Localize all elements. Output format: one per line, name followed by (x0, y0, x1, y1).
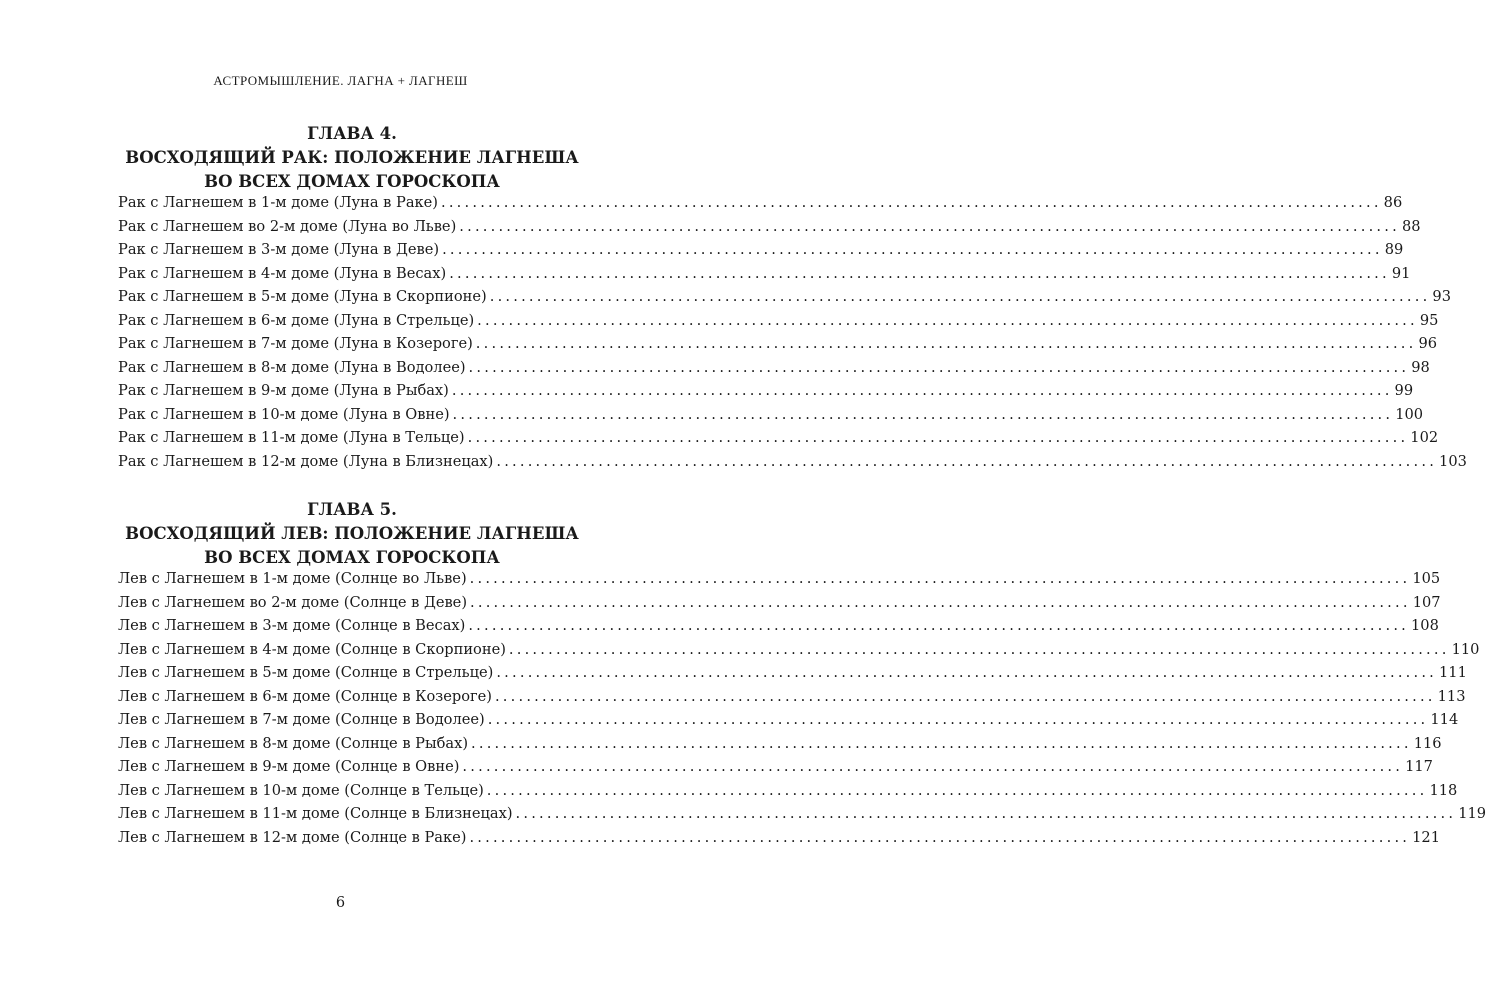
toc-entry[interactable] (118, 593, 1441, 618)
toc-entry[interactable] (118, 687, 1466, 712)
toc-entry-title: Рак с Лагнешем в 12-м доме (Луна в Близнецах) (118, 452, 494, 470)
toc-entry[interactable] (118, 805, 1486, 829)
dot-leader: ........................................................................................................................ (449, 264, 1390, 282)
chapter-5-section (118, 498, 1486, 852)
toc-entry[interactable] (118, 264, 1411, 289)
toc-entry-page: 102 (1410, 429, 1439, 446)
toc-entry-title: Рак с Лагнешем в 9-м доме (Луна в Рыбах) (118, 382, 449, 399)
toc-entry[interactable] (118, 758, 1433, 782)
dot-leader: ........................................................................................................................ (486, 781, 1428, 799)
toc-entry-title: Лев с Лагнешем в 4-м доме (Солнце в Скорпионе) (118, 640, 506, 658)
toc-entry-page: 107 (1412, 593, 1441, 611)
toc-entry-page: 93 (1432, 288, 1451, 305)
dot-leader: ........................................................................................................................ (471, 734, 1412, 752)
running-head: АСТРОМЫШЛЕНИЕ. ЛАГНА + ЛАГНЕШ (213, 73, 468, 88)
toc-entry-page: 117 (1405, 758, 1433, 775)
toc-entry-title: Лев с Лагнешем в 9-м доме (Солнце в Овне) (118, 758, 460, 775)
chapter-heading (118, 498, 586, 570)
chapter-number: ГЛАВА 5. (307, 500, 397, 519)
toc-entry-title: Лев с Лагнешем во 2-м доме (Солнце в Деве) (118, 593, 468, 611)
toc-entry-page: 114 (1430, 711, 1459, 728)
toc-entry[interactable] (118, 452, 1467, 477)
toc-entry-title: Рак с Лагнешем в 3-м доме (Луна в Деве) (118, 241, 440, 258)
toc-entry-title: Лев с Лагнешем в 6-м доме (Солнце в Козероге) (118, 687, 492, 705)
toc-entry[interactable] (118, 711, 1459, 735)
toc-entry-page: 99 (1394, 382, 1414, 399)
toc-entry[interactable] (118, 194, 1403, 218)
chapter-4-section (118, 122, 1467, 476)
toc-entry-page: 113 (1437, 687, 1466, 705)
toc-entry-page: 119 (1458, 805, 1486, 822)
toc-entry[interactable] (118, 335, 1438, 359)
toc-entry[interactable] (118, 429, 1439, 453)
toc-entry-title: Рак с Лагнешем в 4-м доме (Луна в Весах) (118, 264, 447, 282)
dot-leader: ........................................................................................................................ (487, 711, 1429, 728)
toc-entry-page: 105 (1412, 570, 1441, 587)
toc-entry[interactable] (118, 570, 1441, 594)
toc-entry-title: Лев с Лагнешем в 5-м доме (Солнце в Стрельце) (118, 664, 494, 681)
toc-entry-title: Рак с Лагнешем в 11-м доме (Луна в Тельце) (118, 429, 465, 446)
dot-leader: ........................................................................................................................ (496, 452, 1438, 470)
toc-entry-page: 95 (1419, 311, 1439, 329)
toc-entry-page: 89 (1384, 241, 1404, 258)
chapter-title-line-1: ВОСХОДЯЩИЙ РАК: ПОЛОЖЕНИЕ ЛАГНЕША (125, 148, 579, 167)
dot-leader: ........................................................................................................................ (469, 570, 1411, 587)
dot-leader: ........................................................................................................................ (468, 358, 1410, 376)
dot-leader: ........................................................................................................................ (467, 429, 1409, 446)
dot-leader: ........................................................................................................................ (442, 241, 1383, 258)
toc-entry[interactable] (118, 734, 1442, 759)
toc-entry-page: 116 (1413, 734, 1442, 752)
toc-entry-title: Лев с Лагнешем в 3-м доме (Солнце в Весах) (118, 617, 466, 634)
chapter-title-line-1: ВОСХОДЯЩИЙ ЛЕВ: ПОЛОЖЕНИЕ ЛАГНЕША (125, 524, 579, 543)
toc-entry-page: 121 (1412, 828, 1440, 846)
toc-entry-page: 111 (1439, 664, 1467, 681)
toc-entry[interactable] (118, 781, 1458, 806)
dot-leader: ........................................................................................................................ (462, 758, 1404, 775)
toc-entry-title: Лев с Лагнешем в 1-м доме (Солнце во Льве) (118, 570, 467, 587)
dot-leader: ........................................................................................................................ (470, 593, 1411, 611)
toc-entry[interactable] (118, 617, 1439, 641)
chapter-title-line-2: ВО ВСЕХ ДОМАХ ГОРОСКОПА (204, 548, 500, 567)
toc-entry-page: 98 (1411, 358, 1430, 376)
toc-list (118, 570, 1486, 852)
dot-leader: ........................................................................................................................ (477, 311, 1418, 329)
dot-leader: ........................................................................................................................ (469, 828, 1411, 846)
toc-entry-title: Рак с Лагнешем в 8-м доме (Луна в Водолее) (118, 358, 466, 376)
toc-entry[interactable] (118, 358, 1430, 383)
toc-entry-title: Рак с Лагнешем в 1-м доме (Луна в Раке) (118, 194, 438, 211)
toc-entry-page: 96 (1418, 335, 1438, 352)
toc-entry-page: 110 (1451, 640, 1480, 658)
dot-leader: ........................................................................................................................ (508, 640, 1450, 658)
toc-entry-title: Лев с Лагнешем в 11-м доме (Солнце в Близнецах) (118, 805, 513, 822)
toc-entry-title: Рак с Лагнешем в 5-м доме (Луна в Скорпионе) (118, 288, 487, 305)
toc-entry[interactable] (118, 405, 1424, 430)
chapter-number: ГЛАВА 4. (307, 124, 397, 143)
toc-entry-title: Лев с Лагнешем в 12-м доме (Солнце в Раке) (118, 828, 467, 846)
chapter-title-line-2: ВО ВСЕХ ДОМАХ ГОРОСКОПА (204, 172, 500, 191)
toc-entry[interactable] (118, 288, 1451, 312)
dot-leader: ........................................................................................................................ (452, 405, 1394, 423)
toc-entry[interactable] (118, 241, 1404, 265)
dot-leader: ........................................................................................................................ (451, 382, 1393, 399)
dot-leader: ........................................................................................................................ (468, 617, 1410, 634)
dot-leader: ........................................................................................................................ (494, 687, 1436, 705)
toc-entry-title: Лев с Лагнешем в 7-м доме (Солнце в Водолее) (118, 711, 485, 728)
page-number: 6 (335, 895, 346, 911)
toc-entry[interactable] (118, 382, 1414, 406)
dot-leader: ........................................................................................................................ (515, 805, 1457, 822)
toc-entry[interactable] (118, 664, 1467, 688)
chapter-heading (118, 122, 586, 194)
toc-entry-page: 91 (1391, 264, 1411, 282)
toc-entry-title: Рак с Лагнешем в 7-м доме (Луна в Козероге) (118, 335, 473, 352)
toc-entry-page: 103 (1439, 452, 1467, 470)
toc-entry-title: Лев с Лагнешем в 8-м доме (Солнце в Рыбах) (118, 734, 469, 752)
toc-entry-title: Рак с Лагнешем в 10-м доме (Луна в Овне) (118, 405, 450, 423)
dot-leader: ........................................................................................................................ (441, 194, 1382, 211)
toc-entry[interactable] (118, 217, 1421, 242)
toc-entry[interactable] (118, 828, 1440, 853)
toc-entry-page: 100 (1395, 405, 1424, 423)
toc-entry-title: Лев с Лагнешем в 10-м доме (Солнце в Тельце) (118, 781, 484, 799)
toc-entry-page: 86 (1383, 194, 1403, 211)
toc-entry-title: Рак с Лагнешем в 6-м доме (Луна в Стрельце) (118, 311, 475, 329)
toc-entry[interactable] (118, 311, 1439, 336)
toc-list (118, 194, 1467, 476)
toc-entry[interactable] (118, 640, 1480, 665)
toc-entry-title: Рак с Лагнешем во 2-м доме (Луна во Льве) (118, 217, 457, 235)
dot-leader: ........................................................................................................................ (489, 288, 1431, 305)
dot-leader: ........................................................................................................................ (459, 217, 1400, 235)
toc-entry-page: 108 (1411, 617, 1439, 634)
dot-leader: ........................................................................................................................ (475, 335, 1417, 352)
toc-entry-page: 88 (1401, 217, 1421, 235)
toc-entry-page: 118 (1429, 781, 1458, 799)
dot-leader: ........................................................................................................................ (496, 664, 1438, 681)
